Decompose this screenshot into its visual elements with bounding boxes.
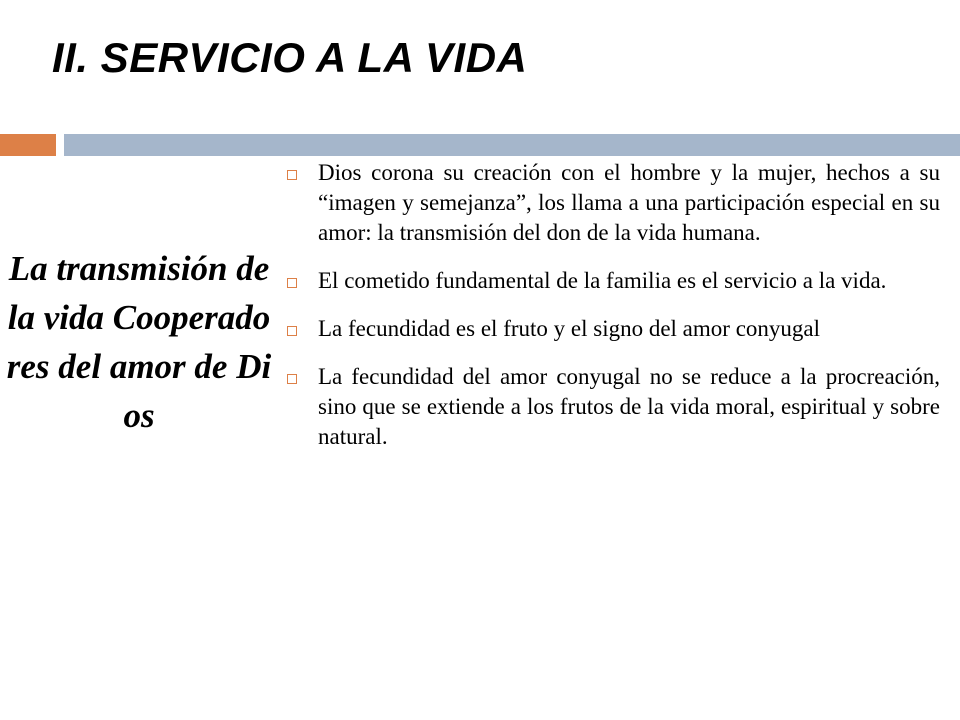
bullet-item	[284, 362, 940, 452]
bullet-list	[284, 158, 940, 470]
slide-title: II. SERVICIO A LA VIDA	[52, 34, 528, 81]
bullet-text: La fecundidad es el fruto y el signo del amor conyugal	[318, 316, 821, 341]
bullet-item	[284, 314, 940, 344]
bullet-text: El cometido fundamental de la familia es el servicio a la vida.	[318, 268, 887, 293]
hollow-square-icon	[287, 374, 297, 384]
title-rule-bar	[64, 134, 960, 156]
hollow-square-icon	[287, 326, 297, 336]
side-heading: La transmisión de la vida Cooperadores del amor de Dios	[6, 249, 272, 435]
bullet-text: Dios corona su creación con el hombre y la mujer, hechos a su “imagen y semejanza”, los llama a una participación especial en su amor: la transmisión del don de la vida humana.	[318, 160, 940, 245]
bullet-item	[284, 158, 940, 248]
hollow-square-icon	[287, 170, 297, 180]
bullet-text: La fecundidad del amor conyugal no se reduce a la procreación, sino que se extiende a los frutos de la vida moral, espiritual y sobre natural.	[318, 364, 940, 449]
hollow-square-icon	[287, 278, 297, 288]
bullet-item	[284, 266, 940, 296]
accent-bar	[0, 134, 56, 156]
